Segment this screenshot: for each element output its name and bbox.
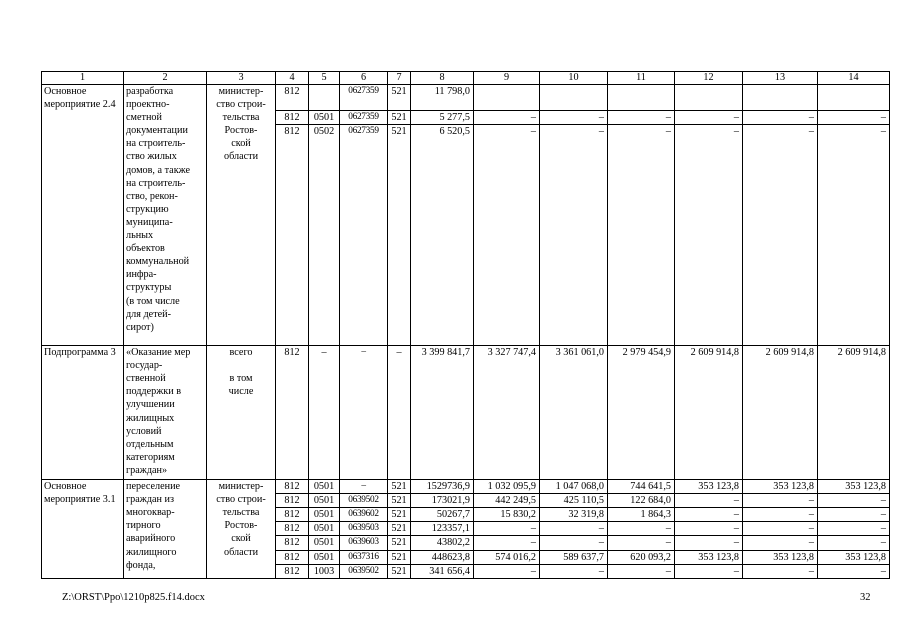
- table-cell: –: [474, 111, 540, 125]
- activity-description: разработка проектно- сметной документации на строитель- ство жилых домов, а также на строитель- ство, рекон- струкцию муниципа- льных объектов коммунальной инфра- структуры (в том числе для детей- сирот): [124, 85, 207, 346]
- table-cell: 353 123,8: [675, 480, 743, 494]
- table-cell: 5 277,5: [411, 111, 474, 125]
- table-cell: 2 609 914,8: [818, 346, 890, 480]
- table-cell: –: [818, 536, 890, 550]
- table-cell: 353 123,8: [743, 550, 818, 564]
- table-cell: [474, 85, 540, 111]
- table-cell: –: [675, 508, 743, 522]
- table-cell: 0639503: [340, 522, 388, 536]
- activity-name: Подпрограмма 3: [42, 346, 124, 480]
- table-cell: –: [818, 494, 890, 508]
- table-cell: –: [474, 564, 540, 578]
- col-header: 14: [818, 72, 890, 85]
- col-header: 11: [608, 72, 675, 85]
- executor: министер- ство строи- тельства Ростов- ской области: [207, 480, 276, 579]
- activity-description: «Оказание мер государ- ственной поддержки в улучшении жилищных условий отдельным категориям граждан»: [124, 346, 207, 480]
- table-cell: –: [474, 536, 540, 550]
- table-cell: 11 798,0: [411, 85, 474, 111]
- table-cell: [743, 85, 818, 111]
- table-cell: –: [309, 346, 340, 480]
- col-header: 1: [42, 72, 124, 85]
- table-cell: 425 110,5: [540, 494, 608, 508]
- col-header: 3: [207, 72, 276, 85]
- table-cell: 50267,7: [411, 508, 474, 522]
- executor: всего в том числе: [207, 346, 276, 480]
- table-cell: –: [818, 564, 890, 578]
- col-header: 10: [540, 72, 608, 85]
- activity-name: Основное мероприятие 3.1: [42, 480, 124, 579]
- table-cell: 173021,9: [411, 494, 474, 508]
- col-header: 9: [474, 72, 540, 85]
- table-cell: –: [743, 564, 818, 578]
- table-cell: –: [608, 111, 675, 125]
- table-cell: 1 047 068,0: [540, 480, 608, 494]
- table-row: [42, 480, 890, 494]
- table-cell: 43802,2: [411, 536, 474, 550]
- table-cell: –: [675, 522, 743, 536]
- table-cell: 1003: [309, 564, 340, 578]
- table-cell: 2 609 914,8: [675, 346, 743, 480]
- table-cell: 0501: [309, 494, 340, 508]
- table-body: [42, 72, 890, 579]
- table-cell: 1 032 095,9: [474, 480, 540, 494]
- table-cell: 2 979 454,9: [608, 346, 675, 480]
- col-header: 2: [124, 72, 207, 85]
- table-cell: –: [474, 125, 540, 346]
- table-cell: 812: [276, 522, 309, 536]
- table-cell: 0639502: [340, 494, 388, 508]
- col-header: 12: [675, 72, 743, 85]
- table-cell: [675, 85, 743, 111]
- table-cell: –: [818, 111, 890, 125]
- table-row: [42, 346, 890, 480]
- table-cell: 620 093,2: [608, 550, 675, 564]
- table-cell: 521: [388, 494, 411, 508]
- table-cell: –: [540, 125, 608, 346]
- col-header: 6: [340, 72, 388, 85]
- table-cell: 3 361 061,0: [540, 346, 608, 480]
- table-cell: [608, 85, 675, 111]
- table-cell: –: [743, 494, 818, 508]
- table-cell: 812: [276, 536, 309, 550]
- table-cell: [309, 85, 340, 111]
- table-cell: 0501: [309, 536, 340, 550]
- table-cell: 812: [276, 125, 309, 346]
- activity-name: Основное мероприятие 2.4: [42, 85, 124, 346]
- budget-table: [41, 71, 890, 579]
- table-cell: 122 684,0: [608, 494, 675, 508]
- table-cell: 521: [388, 125, 411, 346]
- table-cell: 353 123,8: [675, 550, 743, 564]
- table-cell: –: [340, 346, 388, 480]
- table-cell: 812: [276, 508, 309, 522]
- table-cell: 812: [276, 564, 309, 578]
- table-cell: 6 520,5: [411, 125, 474, 346]
- col-header: 7: [388, 72, 411, 85]
- table-cell: –: [340, 480, 388, 494]
- table-cell: –: [818, 508, 890, 522]
- table-cell: 812: [276, 550, 309, 564]
- table-cell: –: [540, 564, 608, 578]
- table-cell: 0501: [309, 480, 340, 494]
- table-cell: [540, 85, 608, 111]
- table-cell: 353 123,8: [743, 480, 818, 494]
- table-cell: 0639603: [340, 536, 388, 550]
- col-header: 8: [411, 72, 474, 85]
- table-cell: 0501: [309, 508, 340, 522]
- table-cell: 812: [276, 111, 309, 125]
- table-cell: 521: [388, 522, 411, 536]
- table-cell: –: [675, 564, 743, 578]
- table-cell: 521: [388, 508, 411, 522]
- col-header: 5: [309, 72, 340, 85]
- table-cell: 0639602: [340, 508, 388, 522]
- table-cell: 521: [388, 480, 411, 494]
- table-cell: 589 637,7: [540, 550, 608, 564]
- table-cell: –: [608, 522, 675, 536]
- table-cell: 0501: [309, 111, 340, 125]
- table-cell: 0627359: [340, 125, 388, 346]
- table-cell: 521: [388, 85, 411, 111]
- table-cell: –: [540, 522, 608, 536]
- table-cell: 574 016,2: [474, 550, 540, 564]
- footer-file-path: Z:\ORST\Ppo\1210p825.f14.docx: [62, 592, 205, 603]
- table-cell: –: [540, 536, 608, 550]
- table-cell: –: [675, 111, 743, 125]
- table-cell: 0639502: [340, 564, 388, 578]
- table-cell: –: [675, 494, 743, 508]
- table-cell: 521: [388, 536, 411, 550]
- table-cell: 812: [276, 85, 309, 111]
- table-cell: 521: [388, 550, 411, 564]
- table-cell: 812: [276, 346, 309, 480]
- table-cell: 15 830,2: [474, 508, 540, 522]
- executor: министер- ство строи- тельства Ростов- ской области: [207, 85, 276, 346]
- table-cell: –: [743, 522, 818, 536]
- col-header: 4: [276, 72, 309, 85]
- table-cell: 448623,8: [411, 550, 474, 564]
- table-row: [42, 85, 890, 111]
- table-cell: 1529736,9: [411, 480, 474, 494]
- table-cell: 812: [276, 494, 309, 508]
- table-cell: 0637316: [340, 550, 388, 564]
- table-cell: –: [743, 508, 818, 522]
- table-cell: 3 327 747,4: [474, 346, 540, 480]
- table-cell: 341 656,4: [411, 564, 474, 578]
- table-cell: –: [608, 536, 675, 550]
- table-cell: 2 609 914,8: [743, 346, 818, 480]
- table-cell: 0501: [309, 522, 340, 536]
- table-cell: –: [388, 346, 411, 480]
- table-cell: –: [675, 125, 743, 346]
- footer-page-number: 32: [860, 592, 871, 603]
- table-cell: –: [743, 125, 818, 346]
- table-cell: 0502: [309, 125, 340, 346]
- table-cell: 0627359: [340, 111, 388, 125]
- activity-description: переселение граждан из многоквар- тирного аварийного жилищного фонда,: [124, 480, 207, 579]
- table-cell: 353 123,8: [818, 480, 890, 494]
- table-cell: 521: [388, 564, 411, 578]
- table-cell: 812: [276, 480, 309, 494]
- table-cell: –: [608, 564, 675, 578]
- column-number-row: [42, 72, 890, 85]
- table-cell: 353 123,8: [818, 550, 890, 564]
- table-cell: 3 399 841,7: [411, 346, 474, 480]
- table-cell: –: [474, 522, 540, 536]
- table-cell: [818, 85, 890, 111]
- table-cell: –: [540, 111, 608, 125]
- table-cell: 0627359: [340, 85, 388, 111]
- table-cell: 1 864,3: [608, 508, 675, 522]
- table-cell: –: [608, 125, 675, 346]
- table-cell: 123357,1: [411, 522, 474, 536]
- table-cell: –: [818, 522, 890, 536]
- table-cell: 521: [388, 111, 411, 125]
- table-cell: –: [743, 536, 818, 550]
- table-cell: –: [818, 125, 890, 346]
- col-header: 13: [743, 72, 818, 85]
- table-cell: –: [743, 111, 818, 125]
- table-cell: –: [675, 536, 743, 550]
- table-cell: 0501: [309, 550, 340, 564]
- table-cell: 442 249,5: [474, 494, 540, 508]
- table-cell: 32 319,8: [540, 508, 608, 522]
- table-cell: 744 641,5: [608, 480, 675, 494]
